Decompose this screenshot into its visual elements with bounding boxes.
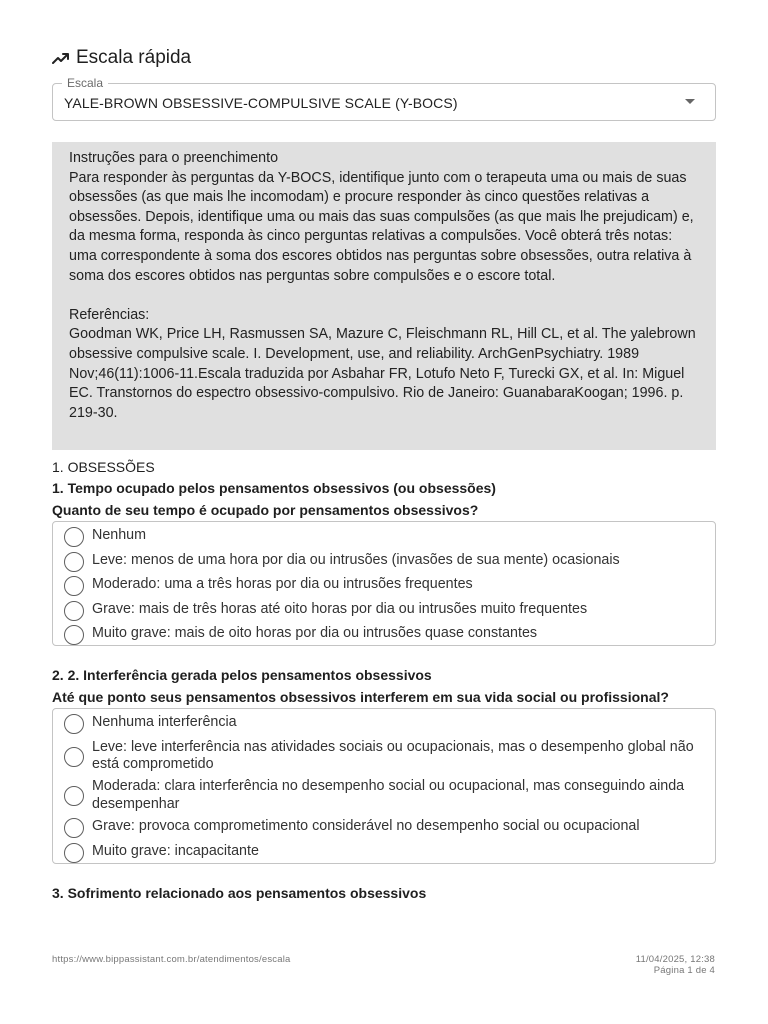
radio-option[interactable] xyxy=(64,551,705,572)
question-title: 1. Tempo ocupado pelos pensamentos obsessivos (ou obsessões) xyxy=(52,480,496,496)
references-body: Goodman WK, Price LH, Rasmussen SA, Mazure C, Fleischmann RL, Hill CL, et al. The yalebrown obsessive compulsive scale. I. Development, use, and reliability. ArchGenPsychiatry. 1989 Nov;46(11):1006-11.Escala traduzida por Asbahar FR, Lotufo Neto F, Turecki GX, et al. In: Miguel EC. Transtornos do espectro obsessivo-compulsivo. Rio de Janeiro: GuanabaraKoogan; 1996. p. 219-30. xyxy=(69,326,696,421)
radio-option-label: Nenhuma interferência xyxy=(92,714,237,730)
footer-datetime: 11/04/2025, 12:38 xyxy=(635,954,715,965)
question-title: 2. 2. Interferência gerada pelos pensamentos obsessivos xyxy=(52,667,432,683)
radio-option-label: Moderado: uma a três horas por dia ou intrusões frequentes xyxy=(92,576,473,593)
radio-button[interactable] xyxy=(64,843,84,863)
question-prompt: Até que ponto seus pensamentos obsessivos interferem em sua vida social ou profissional? xyxy=(52,689,669,705)
radio-button[interactable] xyxy=(64,576,84,596)
footer-page-number: Página 1 de 4 xyxy=(653,965,715,976)
radio-option-label: Nenhum xyxy=(92,527,147,543)
scale-select-value: YALE-BROWN OBSESSIVE-COMPULSIVE SCALE (Y-BOCS) xyxy=(64,95,458,111)
radio-option[interactable] xyxy=(64,817,705,838)
radio-option[interactable] xyxy=(64,526,705,547)
radio-option[interactable] xyxy=(64,738,705,774)
footer-url: https://www.bippassistant.com.br/atendimentos/escala xyxy=(52,954,291,965)
section-title: 1. OBSESSÕES xyxy=(52,459,155,475)
radio-option-label: Grave: provoca comprometimento considerável no desempenho social ou ocupacional xyxy=(92,818,640,835)
radio-option-label: Leve: menos de uma hora por dia ou intrusões (invasões de sua mente) ocasionais xyxy=(92,551,620,568)
page-title-text: Escala rápida xyxy=(76,47,192,68)
radio-button[interactable] xyxy=(64,714,84,734)
radio-option-label: Muito grave: incapacitante xyxy=(92,842,259,859)
scale-select-label: Escala xyxy=(62,76,108,90)
question-title: 3. Sofrimento relacionado aos pensamentos obsessivos xyxy=(52,885,427,901)
radio-button[interactable] xyxy=(64,625,84,645)
trending-up-icon xyxy=(52,51,70,65)
radio-option-label: Moderada: clara interferência no desempenho social ou ocupacional, mas conseguindo ainda desempenhar xyxy=(92,778,685,812)
radio-option-label: Muito grave: mais de oito horas por dia ou intrusões quase constantes xyxy=(92,625,538,642)
references-heading: Referências: xyxy=(69,306,150,323)
radio-option[interactable] xyxy=(64,624,705,645)
scale-select[interactable] xyxy=(52,83,716,121)
radio-button[interactable] xyxy=(64,818,84,838)
radio-option[interactable] xyxy=(64,777,705,813)
question-1-options xyxy=(52,521,716,646)
radio-option[interactable] xyxy=(64,600,705,621)
radio-option[interactable] xyxy=(64,842,705,863)
footer-meta xyxy=(636,954,715,976)
instructions-body: Para responder às perguntas da Y-BOCS, identifique junto com o terapeuta uma ou mais de suas obsessões (as que mais lhe incomodam) e procure responder às cinco questões relativas a obsessões. Depois, identifique uma ou mais das suas compulsões (as que mais lhe prejudicam) e, da mesma forma, responda às cinco perguntas relativas a compulsões. Você obterá três notas: uma correspondente à soma dos escores obtidos nas perguntas sobre obsessões, outra relativa à soma dos escores obtidos nas perguntas sobre compulsões e o escore total. xyxy=(69,169,694,284)
radio-button[interactable] xyxy=(64,786,84,806)
chevron-down-icon[interactable] xyxy=(685,99,695,104)
question-prompt: Quanto de seu tempo é ocupado por pensamentos obsessivos? xyxy=(52,502,479,518)
radio-option[interactable] xyxy=(64,575,705,596)
instructions-heading: Instruções para o preenchimento xyxy=(69,150,279,166)
radio-button[interactable] xyxy=(64,552,84,572)
question-2-options xyxy=(52,708,716,864)
radio-button[interactable] xyxy=(64,527,84,547)
radio-button[interactable] xyxy=(64,601,84,621)
page-title xyxy=(52,46,191,70)
radio-option-label: Grave: mais de três horas até oito horas por dia ou intrusões muito frequentes xyxy=(92,600,588,617)
radio-option[interactable] xyxy=(64,713,705,734)
radio-option-label: Leve: leve interferência nas atividades sociais ou ocupacionais, mas o desempenho global não está comprometido xyxy=(92,738,694,773)
instructions-panel xyxy=(52,142,716,450)
radio-button[interactable] xyxy=(64,747,84,767)
